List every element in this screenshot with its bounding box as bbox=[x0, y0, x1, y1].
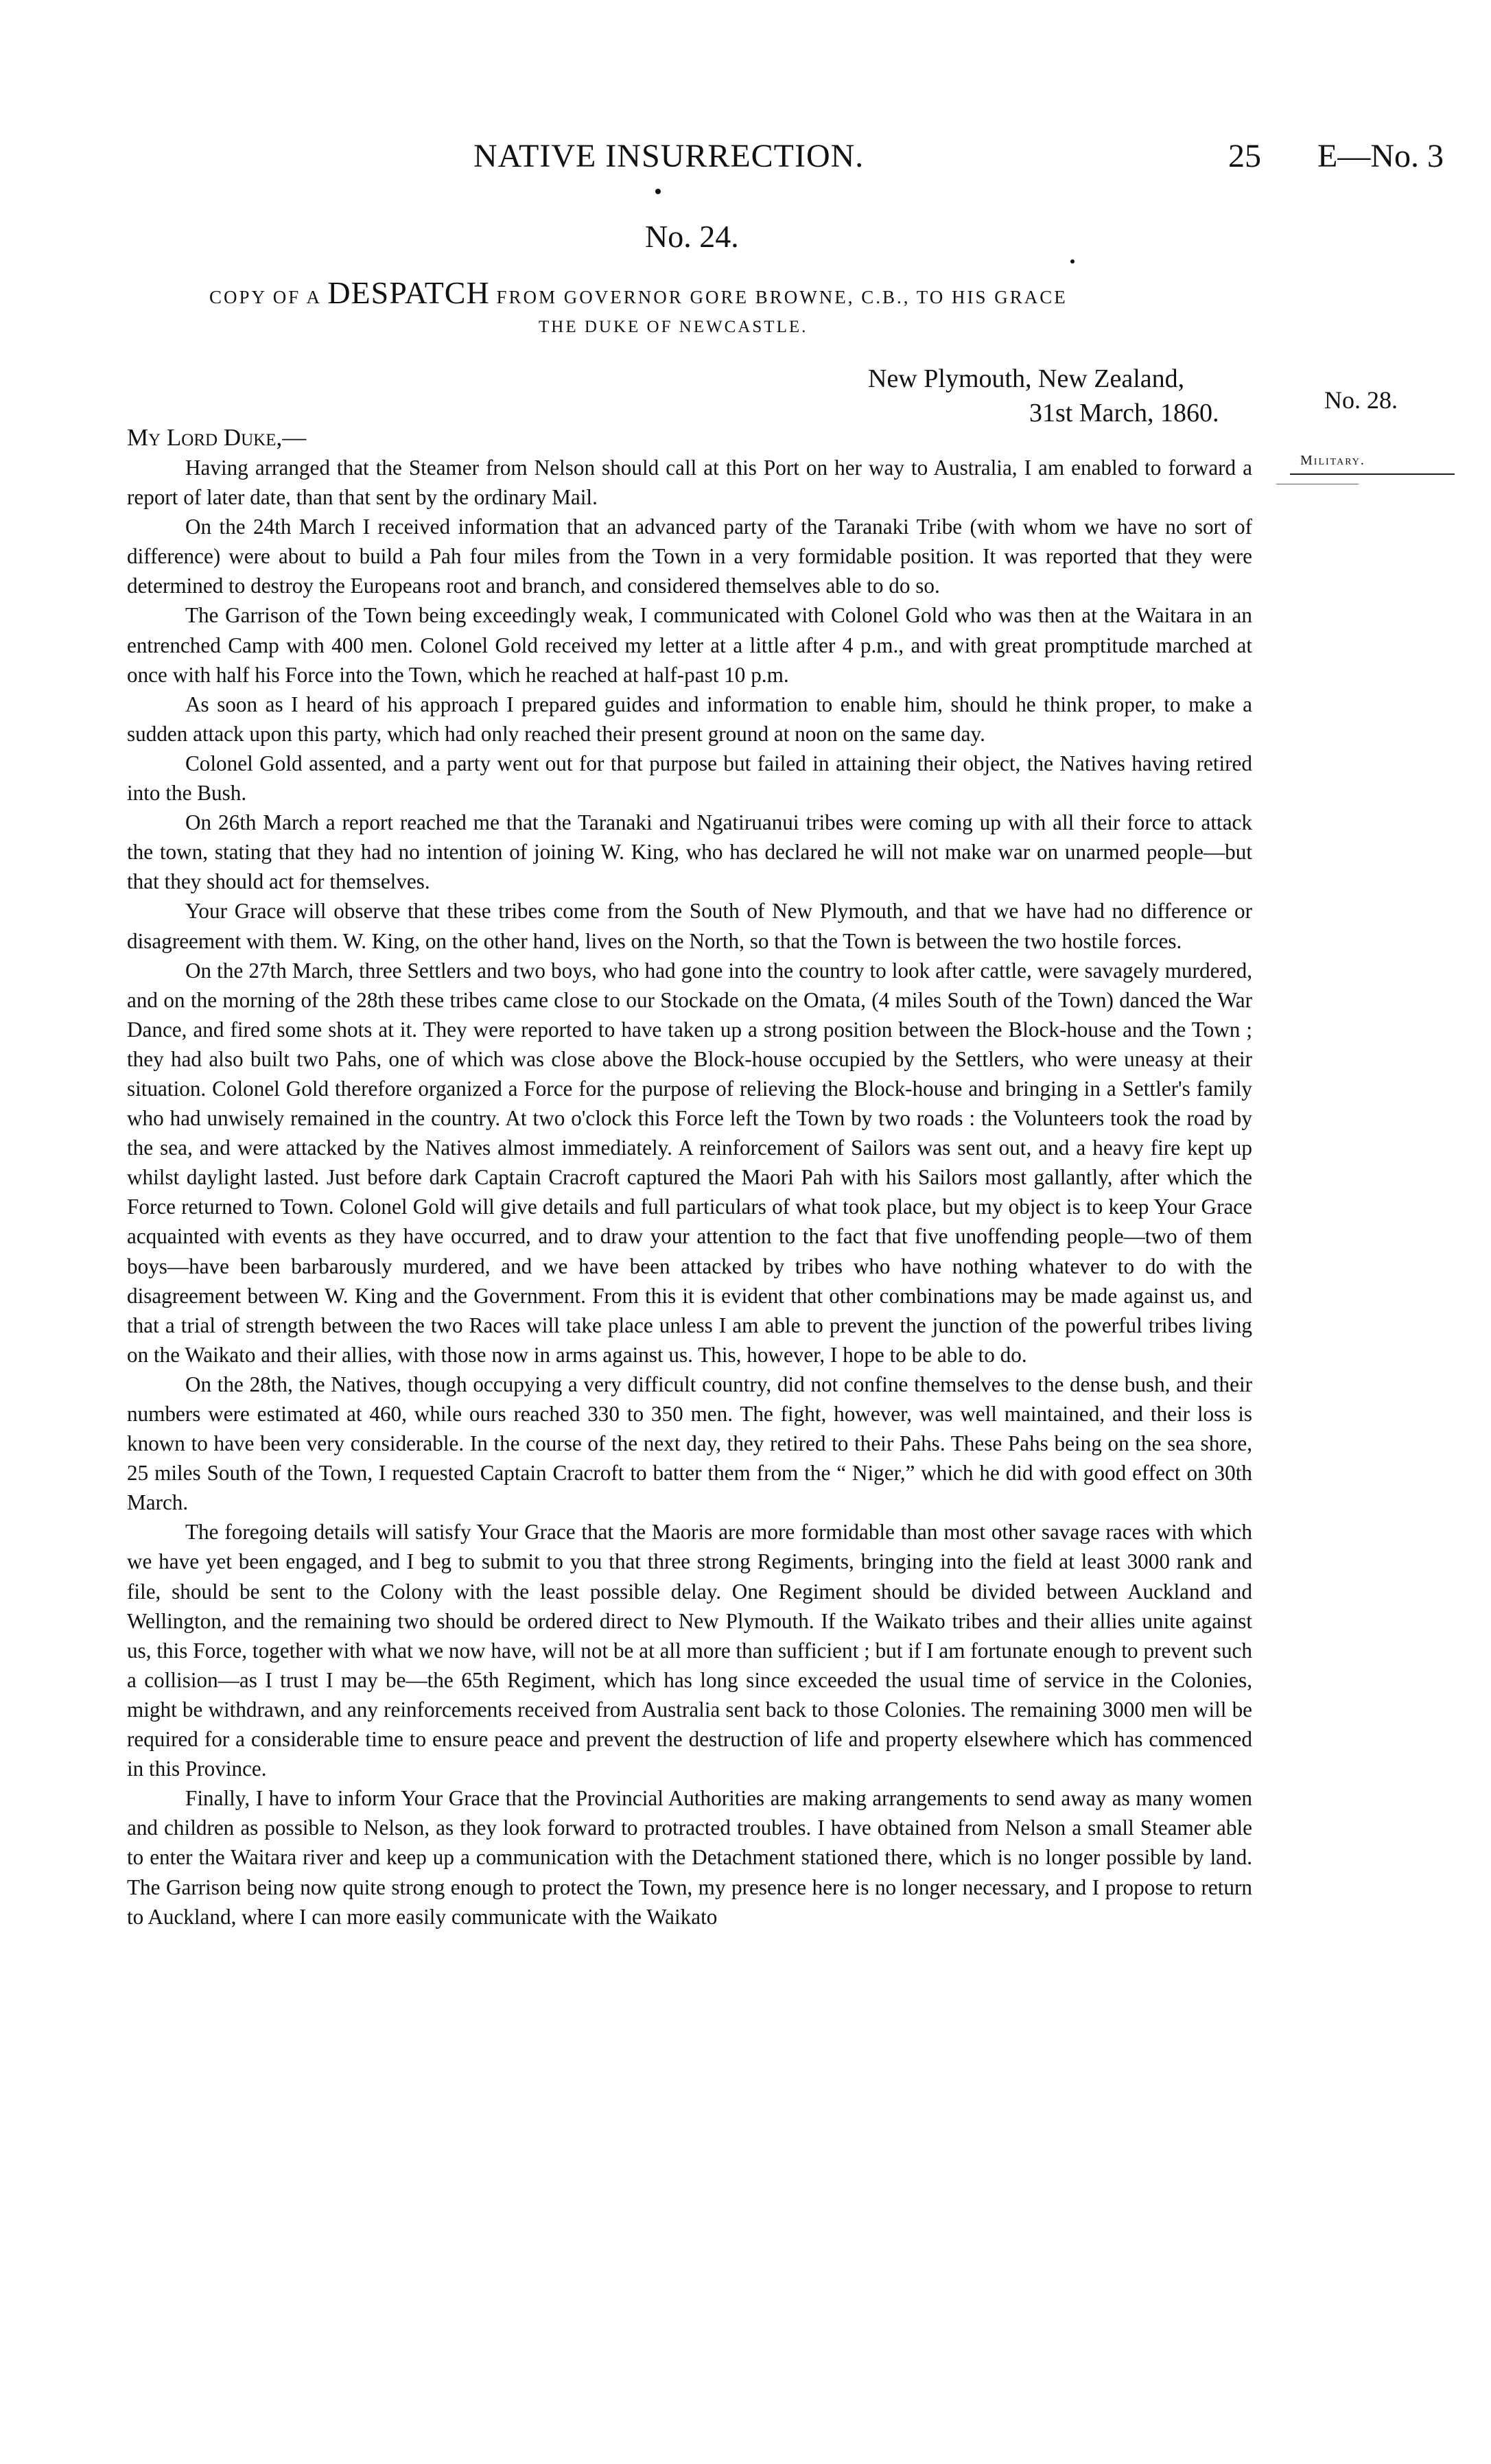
despatch-number: No. 24. bbox=[645, 219, 739, 254]
paragraph: On the 28th, the Natives, though occupying a very difficult country, did not confine themselves to the dense bush, and their numbers were estimated at 460, while ours reached 330 to 350 men. The fight, however, was well maintained, and their loss is known to have been very considerable. In the course of the next day, they retired to their Pahs. These Pahs being on the sea shore, 25 miles South of the Town, I requested Captain Cracroft to batter them from the “ Niger,” which he did with good effect on 30th March. bbox=[127, 1372, 1252, 1515]
margin-rule bbox=[1290, 473, 1455, 475]
ornament-dot bbox=[655, 189, 661, 194]
ornament-dot bbox=[1070, 259, 1075, 263]
heading-prefix: COPY OF A bbox=[209, 287, 321, 307]
paragraph: The Garrison of the Town being exceedingly weak, I communicated with Colonel Gold who was then at the Waitara in an entrenched Camp with 400 men. Colonel Gold received my letter at a little after 4 p.m., and with great promptitude marched at once with half his Force into the Town, which he reached at half-past 10 p.m. bbox=[127, 603, 1252, 687]
margin-despatch-number: No. 28. bbox=[1324, 386, 1398, 414]
paragraph: Your Grace will observe that these tribes come from the South of New Plymouth, and that we have had no difference or disagreement with them. W. King, on the other hand, lives on the North, so that the Town is between the two hostile forces. bbox=[127, 899, 1252, 953]
despatch-heading-line2: THE DUKE OF NEWCASTLE. bbox=[539, 318, 808, 336]
despatch-date: 31st March, 1860. bbox=[1029, 399, 1219, 427]
paragraph: On the 24th March I received information that an advanced party of the Taranaki Tribe (with whom we have no sort of difference) were about to build a Pah four miles from the Town in a very formidable position. It was reported that they were determined to destroy the Europeans root and branch, and considered themselves able to do so. bbox=[127, 515, 1252, 598]
paper-reference: E—No. 3 bbox=[1317, 138, 1444, 174]
paragraph: Having arranged that the Steamer from Nelson should call at this Port on her way to Australia, I am enabled to forward a report of later date, than that sent by the ordinary Mail. bbox=[127, 456, 1252, 510]
paragraph: As soon as I heard of his approach I prepared guides and information to enable him, should he think proper, to make a sudden attack upon this party, which had only reached their present ground at noon on the same day. bbox=[127, 692, 1252, 746]
despatch-heading-line1 bbox=[209, 274, 1068, 311]
despatch-body bbox=[127, 453, 1252, 1932]
running-title: NATIVE INSURRECTION. bbox=[473, 138, 865, 174]
heading-suffix: FROM GOVERNOR GORE BROWNE, C.B., TO HIS GRACE bbox=[496, 287, 1068, 307]
paragraph: On 26th March a report reached me that the Taranaki and Ngatiruanui tribes were coming up with all their force to attack the town, stating that they had no intention of joining W. King, who has declared he will not make war on unarmed people—but that they should act for themselves. bbox=[127, 810, 1252, 894]
despatch-place: New Plymouth, New Zealand, bbox=[868, 364, 1185, 393]
salutation: My Lord Duke,— bbox=[127, 424, 307, 451]
paragraph: On the 27th March, three Settlers and two boys, who had gone into the country to look after cattle, were savagely murdered, and on the morning of the 28th these tribes came close to our Stockade on the Omata, (4 miles South of the Town) danced the War Dance, and fired some shots at it. They were reported to have taken up a strong position between the Block-house and the Town ; they had also built two Pahs, one of which was close above the Block-house occupied by the Settlers, who were uneasy at their situation. Colonel Gold therefore organized a Force for the purpose of relieving the Block-house and bringing in a Settler's family who had unwisely remained in the country. At two o'clock this Force left the Town by two roads : the Volunteers took the road by the sea, and were attacked by the Natives almost immediately. A reinforcement of Sailors was sent out, and a heavy fire kept up whilst daylight lasted. Just before dark Captain Cracroft captured the Maori Pah with his Sailors most gallantly, after which the Force returned to Town. Colonel Gold will give details and full particulars of what took place, but my object is to keep Your Grace acquainted with events as they have occurred, and to draw your attention to the fact that five unoffending people—two of them boys—have been barbarously murdered, and we have been attacked by tribes who have nothing whatever to do with the disagreement between W. King and the Government. From this it is evident that other combinations may be made against us, and that a trial of strength between the two Races will take place unless I am able to prevent the junction of the powerful tribes living on the Waikato and their allies, with those now in arms against us. This, however, I hope to be able to do. bbox=[127, 958, 1252, 1367]
page-number: 25 bbox=[1228, 138, 1261, 174]
paragraph: The foregoing details will satisfy Your Grace that the Maoris are more formidable than most other savage races with which we have yet been engaged, and I beg to submit to you that three strong Regiments, bringing into the field at least 3000 rank and file, should be sent to the Colony with the least possible delay. One Regiment should be divided between Auckland and Wellington, and the remaining two should be ordered direct to New Plymouth. If the Waikato tribes and their allies unite against us, this Force, together with what we now have, will not be at all more than sufficient ; but if I am fortunate enough to prevent such a collision—as I trust I may be—the 65th Regiment, which has long since exceeded the usual time of service in the Colonies, might be withdrawn, and any reinforcements received from Australia sent back to those Colonies. The remaining 3000 men will be required for a considerable time to ensure peace and prevent the destruction of life and property elsewhere which has commenced in this Province. bbox=[127, 1520, 1252, 1781]
paragraph: Colonel Gold assented, and a party went out for that purpose but failed in attaining their object, the Natives having retired into the Bush. bbox=[127, 751, 1252, 806]
margin-category: Military. bbox=[1300, 453, 1365, 468]
paragraph: Finally, I have to inform Your Grace that the Provincial Authorities are making arrangements to send away as many women and children as possible to Nelson, as they look forward to protracted troubles. I have obtained from Nelson a small Steamer able to enter the Waitara river and keep up a communication with the Detachment stationed there, which is no longer possible by land. The Garrison being now quite strong enough to protect the Town, my presence here is no longer necessary, and I propose to return to Auckland, where I can more easily communicate with the Waikato bbox=[127, 1786, 1252, 1929]
heading-emphasis: DESPATCH bbox=[327, 275, 490, 310]
